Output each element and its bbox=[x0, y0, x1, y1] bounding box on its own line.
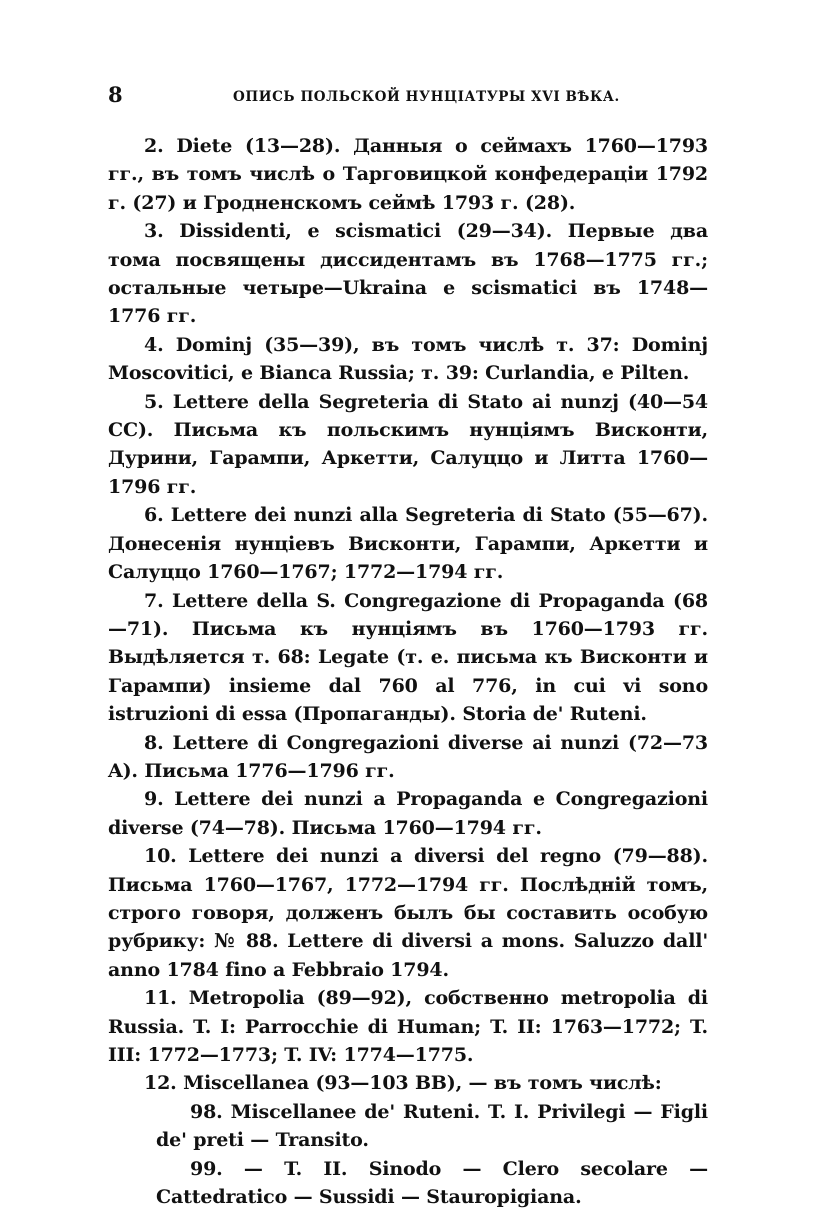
page-number: 8 bbox=[108, 82, 123, 107]
entry-lettere-congregazioni: 8. Lettere di Congregazioni diverse ai nunzi (72—73 A). Письма 1776—1796 гг. bbox=[108, 731, 708, 782]
entry-lettere-diversi: 10. Lettere dei nunzi a diversi del regno (79—88). Письма 1760—1767, 1772—1794 гг. Послѣдній томъ, строго говоря, долженъ былъ бы составить особую рубрику: № 88. Lettere di diversi a mons. Saluzzo dall' anno 1784 fino a Febbraio 1794. bbox=[108, 845, 708, 981]
page-header bbox=[108, 82, 708, 118]
entry-lettere-propaganda: 7. Lettere della S. Congregazione di Propaganda (68—71). Письма къ нунціямъ въ 1760—1793 гг. Выдѣляется т. 68: Legate (т. е. письма къ Висконти и Гарампи) insieme dal 760 al 776, in cui vi sono istruzioni di essa (Пропаганды). Storia de' Ruteni. bbox=[108, 589, 708, 726]
subentry-sinodo: 99. — T. II. Sinodo — Clero secolare — Cattedratico — Sussidi — Stauropigiana. bbox=[156, 1157, 708, 1209]
entry-dominj: 4. Dominj (35—39), въ томъ числѣ т. 37: Dominj Moscoviticі, e Bianca Russia; т. 39: Curlandia, e Pilten. bbox=[108, 333, 708, 385]
subentry-miscellanee-ruteni: 98. Miscellanee de' Ruteni. T. I. Privilegi — Figli de' preti — Transito. bbox=[156, 1100, 708, 1152]
entry-lettere-nunzi-propaganda: 9. Lettere dei nunzi a Propaganda e Congregazioni diverse (74—78). Письма 1760—1794 гг. bbox=[108, 788, 708, 839]
entry-lettere-segreteria: 5. Lettere della Segreteria di Stato ai nunzj (40—54 CC). Письма къ польскимъ нунціямъ Висконти, Дурини, Гарампи, Аркетти, Салуццо и Литта 1760—1796 гг. bbox=[108, 390, 708, 498]
entry-miscellanea: 12. Miscellanea (93—103 BB), — въ томъ числѣ: bbox=[144, 1072, 662, 1095]
entry-lettere-nunzi: 6. Lettere dei nunzi alla Segreteria di Stato (55—67). Донесенія нунціевъ Висконти, Гарампи, Аркетти и Салуццо 1760—1767; 1772—1794 гг. bbox=[108, 504, 708, 584]
running-title: ОПИСЬ ПОЛЬСКОЙ НУНЦІАТУРЫ XVI ВѢКА. bbox=[233, 89, 620, 105]
entry-metropolia: 11. Metropolia (89—92), собственно metropolia di Russia. T. I: Parrocchie di Human; T. II: 1763—1772; T. III: 1772—1773; T. IV: 1774—1775. bbox=[108, 987, 708, 1066]
entry-diete: 2. Diete (13—28). Данныя о сеймахъ 1760—1793 гг., въ томъ числѣ о Тарговицкой конфедераціи 1792 г. (27) и Гродненскомъ сеймѣ 1793 г. (28). bbox=[108, 135, 708, 214]
book-page bbox=[108, 82, 708, 1211]
entry-dissidenti: 3. Dissidenti, e scismatici (29—34). Первые два тома посвящены диссидентамъ въ 1768—1775 гг.; остальные четыре—Ukraina e scismatici въ 1748—1776 гг. bbox=[108, 220, 708, 328]
entry-list bbox=[108, 132, 708, 1211]
